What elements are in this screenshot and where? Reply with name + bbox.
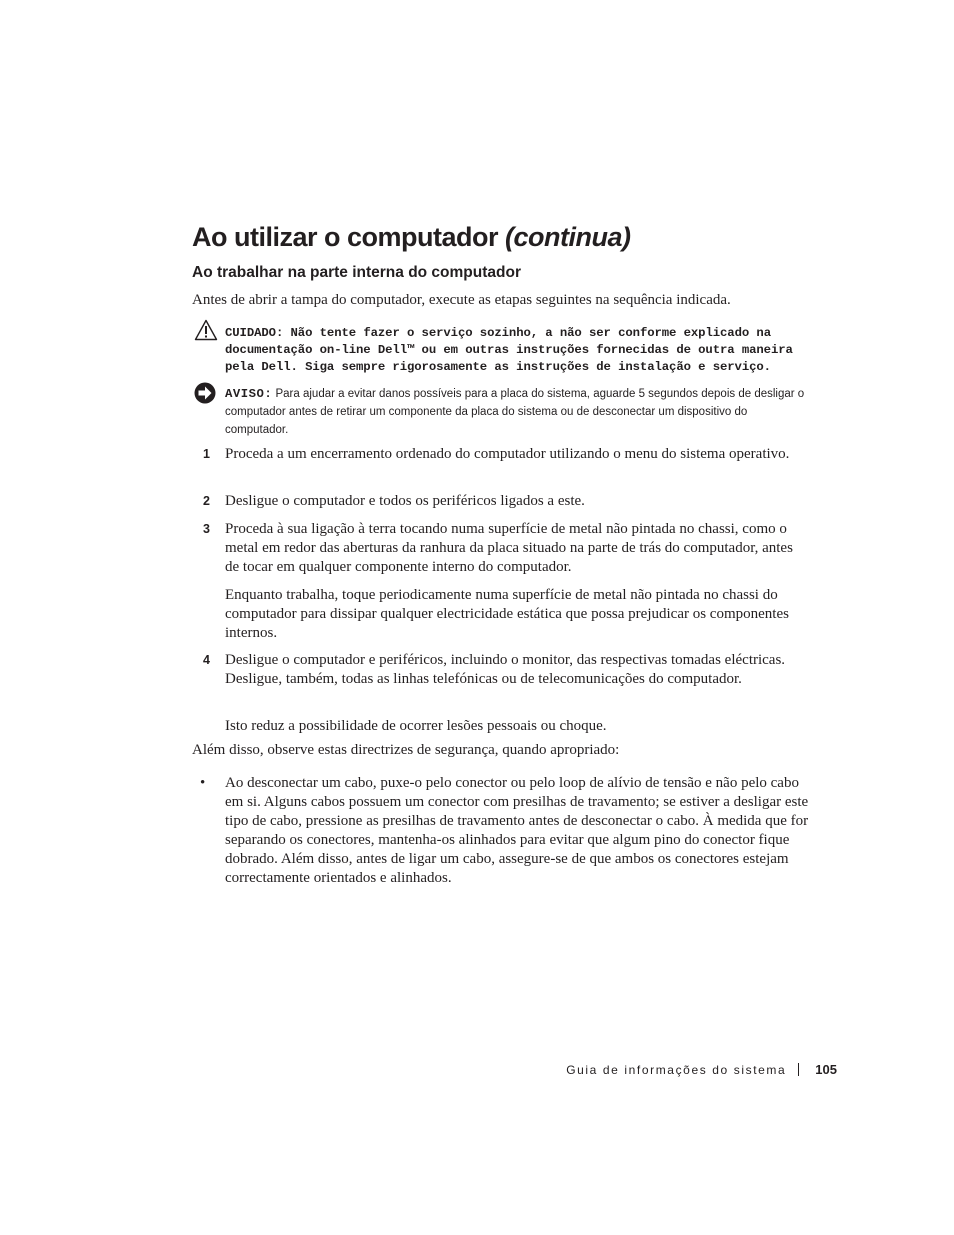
bullet-text: Ao desconectar um cabo, puxe-o pelo conector ou pelo loop de alívio de tensão e não pelo cabo em si. Alguns cabos possuem um conector com presilhas de travamento; se estiver a desligar este tipo de cabo, pressione as presilhas de travamento antes de desconectar o cabo. À medida que for separando os conectores, mantenha-os alinhados para evitar que algum pino do conector fique dobrado. Além disso, antes de ligar um cabo, assegure-se de que ambos os conectores estejam correctamente orientados e alinhados.	[225, 775, 809, 886]
page-title	[192, 222, 631, 253]
page-number: 105	[815, 1062, 837, 1077]
caution-note	[225, 325, 815, 376]
step-text: Desligue o computador e todos os periféricos ligados a este.	[225, 493, 585, 509]
notice-label: AVISO:	[225, 387, 273, 401]
bullet-glyph: •	[200, 775, 206, 791]
section-heading: Ao trabalhar na parte interna do computador	[192, 264, 521, 281]
warning-triangle-icon	[194, 319, 218, 341]
step-number: 4	[203, 653, 210, 667]
additional-intro: Além disso, observe estas directrizes de segurança, quando apropriado:	[192, 742, 620, 758]
page-title-main: Ao utilizar o computador	[192, 222, 499, 252]
caution-label: CUIDADO:	[225, 326, 284, 340]
step-text: Proceda à sua ligação à terra tocando numa superfície de metal não pintada no chassi, como o metal em redor das aberturas da ranhura da placa situado na parte de trás do computador, antes de tocar em qualquer componente interno do computador.	[225, 521, 793, 575]
notice-arrow-icon	[194, 382, 216, 404]
step-number: 2	[203, 494, 210, 508]
step-number: 1	[203, 447, 210, 461]
page-title-continued: (continua)	[505, 222, 631, 252]
footer-guide-title: Guia de informações do sistema	[566, 1063, 787, 1077]
step-text: Proceda a um encerramento ordenado do computador utilizando o menu do sistema operativo.	[225, 446, 790, 462]
page-footer	[566, 1062, 837, 1077]
caution-text: Não tente fazer o serviço sozinho, a não ser conforme explicado na documentação on-line Dell™ ou em outras instruções fornecidas de outra maneira pela Dell. Siga sempre rigorosamente as instruções de instalação e serviço.	[225, 326, 793, 374]
intro-paragraph: Antes de abrir a tampa do computador, execute as etapas seguintes na sequência indicada.	[192, 292, 731, 308]
notice-text: Para ajudar a evitar danos possíveis para a placa do sistema, aguarde 5 segundos depois de desligar o computador antes de retirar um componente da placa do sistema ou de desconectar um dispositivo do computador.	[225, 388, 805, 436]
step-text: Desligue o computador e periféricos, incluindo o monitor, das respectivas tomadas eléctricas. Desligue, também, todas as linhas telefónicas ou de telecomunicações do computador.	[225, 652, 786, 687]
footer-separator	[798, 1063, 799, 1076]
step-followup: Isto reduz a possibilidade de ocorrer lesões pessoais ou choque.	[225, 718, 607, 734]
step-number: 3	[203, 522, 210, 536]
notice-note	[225, 385, 805, 439]
step-followup: Enquanto trabalha, toque periodicamente numa superfície de metal não pintada no chassi do computador para dissipar qualquer electricidade estática que possa prejudicar os componentes internos.	[225, 587, 789, 641]
